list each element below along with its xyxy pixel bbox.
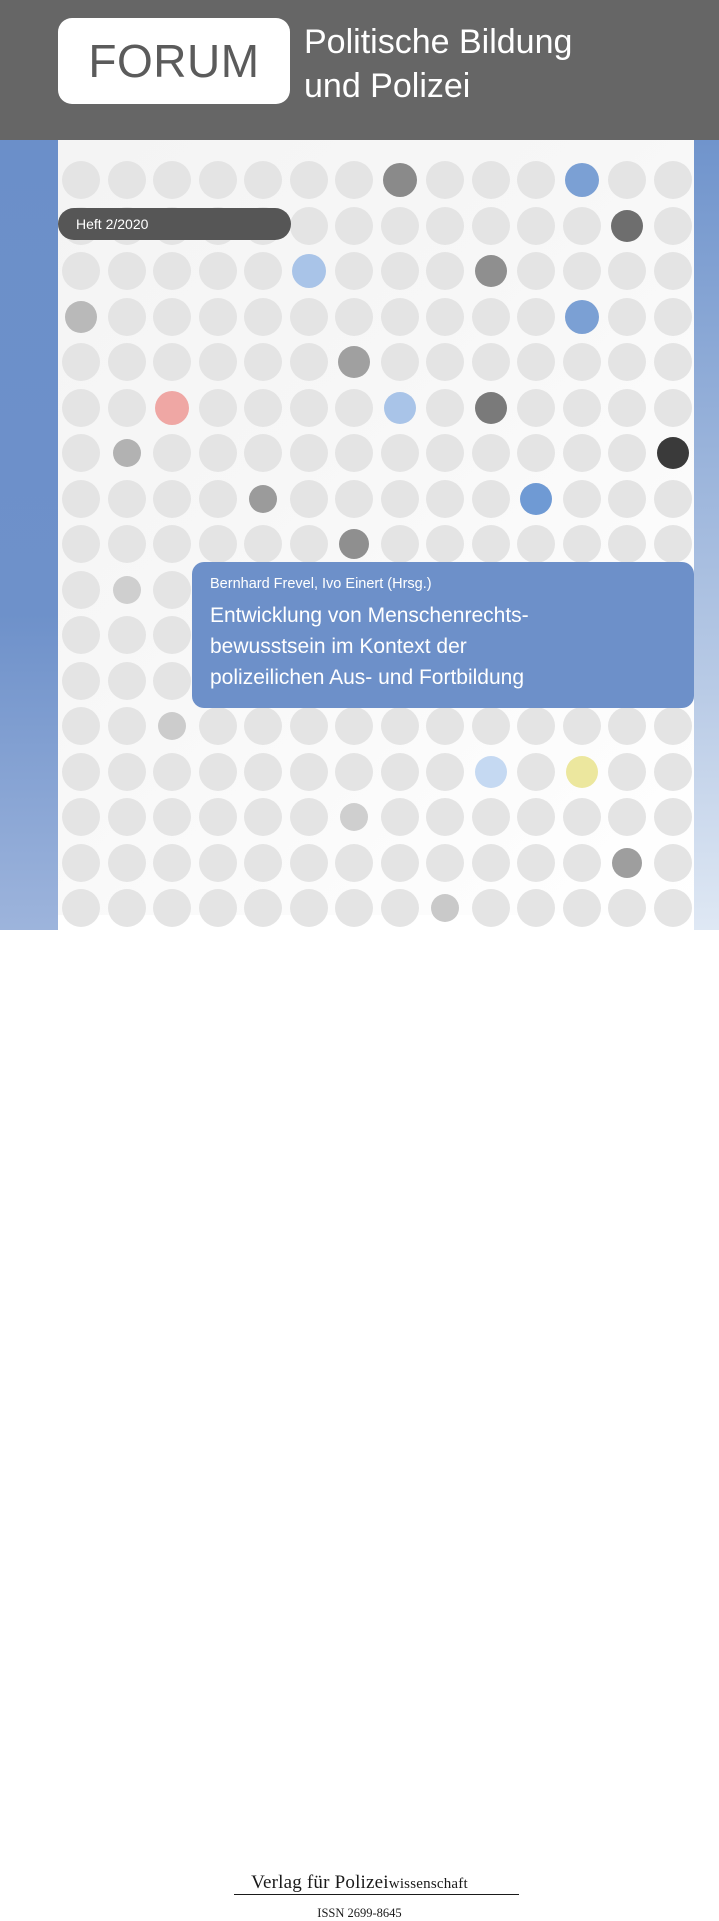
pattern-dot [290, 525, 328, 563]
pattern-dot [654, 207, 692, 245]
pattern-dot [426, 844, 464, 882]
footer [0, 930, 719, 1920]
pattern-dot [153, 571, 191, 609]
pattern-dot [426, 161, 464, 199]
pattern-dot [654, 753, 692, 791]
pattern-dot [563, 389, 601, 427]
pattern-dot [244, 298, 282, 336]
accent-dot [475, 255, 507, 287]
pattern-dot [244, 889, 282, 927]
pattern-dot [608, 525, 646, 563]
pattern-dot [517, 207, 555, 245]
pattern-dot [654, 889, 692, 927]
pattern-dot [290, 480, 328, 518]
pattern-dot [108, 161, 146, 199]
pattern-dot [381, 798, 419, 836]
pattern-dot [108, 707, 146, 745]
pattern-dot [381, 844, 419, 882]
pattern-dot [199, 434, 237, 472]
pattern-dot [654, 525, 692, 563]
pattern-dot [517, 252, 555, 290]
header-title-line2: und Polizei [304, 67, 471, 105]
pattern-dot [62, 252, 100, 290]
pattern-dot [335, 889, 373, 927]
pattern-dot [244, 252, 282, 290]
pattern-dot [472, 798, 510, 836]
pattern-dot [426, 707, 464, 745]
pattern-dot [654, 389, 692, 427]
title-panel [192, 562, 694, 708]
pattern-dot [244, 525, 282, 563]
accent-dot [475, 392, 507, 424]
pattern-dot [153, 844, 191, 882]
pattern-dot [472, 844, 510, 882]
pattern-dot [108, 252, 146, 290]
pattern-dot [62, 753, 100, 791]
accent-dot [566, 756, 598, 788]
accent-dot [475, 756, 507, 788]
publisher-suffix: wissenschaft [388, 1876, 468, 1892]
pattern-dot [199, 798, 237, 836]
accent-dot [611, 210, 643, 242]
pattern-dot [472, 707, 510, 745]
pattern-dot [62, 889, 100, 927]
pattern-dot [199, 161, 237, 199]
pattern-dot [381, 480, 419, 518]
pattern-dot [608, 434, 646, 472]
issue-badge-label: Heft 2/2020 [76, 216, 149, 232]
accent-dot [340, 803, 368, 831]
pattern-dot [381, 707, 419, 745]
pattern-dot [244, 161, 282, 199]
pattern-dot [62, 707, 100, 745]
header-title-line1: Politische Bildung [304, 23, 573, 61]
pattern-dot [199, 480, 237, 518]
pattern-dot [381, 434, 419, 472]
pattern-dot [153, 525, 191, 563]
pattern-dot [608, 161, 646, 199]
pattern-dot [62, 798, 100, 836]
accent-dot [612, 848, 642, 878]
pattern-dot [108, 616, 146, 654]
pattern-dot [517, 343, 555, 381]
pattern-dot [426, 480, 464, 518]
pattern-dot [62, 343, 100, 381]
pattern-dot [153, 889, 191, 927]
pattern-dot [563, 207, 601, 245]
pattern-dot [517, 525, 555, 563]
pattern-dot [654, 707, 692, 745]
editors-line: Bernhard Frevel, Ivo Einert (Hrsg.) [210, 576, 432, 592]
pattern-dot [472, 480, 510, 518]
pattern-dot [199, 252, 237, 290]
pattern-dot [608, 707, 646, 745]
pattern-dot [244, 844, 282, 882]
pattern-dot [290, 161, 328, 199]
dot-pattern [58, 140, 694, 915]
header-band [0, 0, 719, 140]
pattern-dot [290, 389, 328, 427]
pattern-dot [62, 571, 100, 609]
pattern-dot [244, 707, 282, 745]
pattern-dot [563, 798, 601, 836]
pattern-dot [472, 161, 510, 199]
pattern-dot [335, 434, 373, 472]
pattern-dot [472, 525, 510, 563]
right-blue-bar [694, 140, 719, 930]
pattern-dot [335, 298, 373, 336]
pattern-dot [62, 480, 100, 518]
pattern-dot [153, 161, 191, 199]
pattern-dot [244, 434, 282, 472]
accent-dot [65, 301, 97, 333]
pattern-dot [290, 844, 328, 882]
pattern-dot [108, 389, 146, 427]
pattern-dot [381, 753, 419, 791]
pattern-dot [654, 252, 692, 290]
pattern-dot [426, 252, 464, 290]
pattern-dot [62, 844, 100, 882]
pattern-dot [62, 389, 100, 427]
pattern-dot [335, 753, 373, 791]
pattern-dot [62, 525, 100, 563]
pattern-dot [608, 480, 646, 518]
pattern-dot [199, 707, 237, 745]
pattern-dot [108, 525, 146, 563]
pattern-dot [426, 298, 464, 336]
pattern-dot [153, 480, 191, 518]
pattern-dot [335, 389, 373, 427]
pattern-dot [335, 161, 373, 199]
pattern-dot [563, 480, 601, 518]
pattern-dot [472, 207, 510, 245]
accent-dot [338, 346, 370, 378]
pattern-dot [108, 343, 146, 381]
pattern-dot [335, 207, 373, 245]
pattern-dot [290, 753, 328, 791]
pattern-dot [563, 252, 601, 290]
pattern-dot [563, 707, 601, 745]
pattern-dot [199, 389, 237, 427]
pattern-dot [199, 298, 237, 336]
pattern-dot [608, 252, 646, 290]
accent-dot [431, 894, 459, 922]
pattern-dot [108, 753, 146, 791]
pattern-dot [199, 525, 237, 563]
pattern-dot [108, 844, 146, 882]
pattern-dot [199, 844, 237, 882]
accent-dot [657, 437, 689, 469]
pattern-dot [108, 480, 146, 518]
pattern-dot [517, 798, 555, 836]
pattern-dot [244, 343, 282, 381]
pattern-dot [381, 298, 419, 336]
pattern-dot [517, 753, 555, 791]
pattern-dot [472, 343, 510, 381]
pattern-dot [426, 389, 464, 427]
pattern-dot [654, 298, 692, 336]
pattern-dot [153, 343, 191, 381]
pattern-dot [426, 207, 464, 245]
pattern-dot [608, 753, 646, 791]
accent-dot [384, 392, 416, 424]
pattern-dot [199, 753, 237, 791]
issn-text: ISSN 2699-8645 [317, 1906, 402, 1920]
pattern-dot [472, 889, 510, 927]
pattern-dot [153, 298, 191, 336]
pattern-dot [108, 889, 146, 927]
pattern-dot [153, 753, 191, 791]
pattern-dot [244, 389, 282, 427]
accent-dot [292, 254, 326, 288]
pattern-dot [563, 889, 601, 927]
pattern-dot [563, 343, 601, 381]
pattern-dot [290, 343, 328, 381]
pattern-dot [426, 753, 464, 791]
pattern-dot [199, 889, 237, 927]
pattern-dot [108, 298, 146, 336]
main-title-line1: Entwicklung von Menschenrechts- [210, 604, 529, 627]
pattern-dot [381, 252, 419, 290]
pattern-dot [654, 343, 692, 381]
pattern-dot [608, 343, 646, 381]
pattern-dot [290, 707, 328, 745]
pattern-dot [608, 889, 646, 927]
pattern-dot [108, 798, 146, 836]
pattern-dot [563, 844, 601, 882]
issue-badge [58, 208, 291, 240]
forum-logo-text: FORUM [88, 35, 260, 87]
pattern-dot [381, 207, 419, 245]
pattern-dot [335, 252, 373, 290]
pattern-dot [381, 889, 419, 927]
accent-dot [565, 300, 599, 334]
pattern-dot [517, 889, 555, 927]
pattern-dot [62, 161, 100, 199]
pattern-dot [517, 707, 555, 745]
pattern-dot [517, 844, 555, 882]
pattern-dot [153, 434, 191, 472]
pattern-dot [335, 480, 373, 518]
main-title-line2: bewusstsein im Kontext der [210, 635, 467, 658]
publisher-main: Verlag für Polizei [251, 1872, 389, 1893]
forum-logo [58, 18, 290, 104]
pattern-dot [654, 480, 692, 518]
pattern-dot [563, 434, 601, 472]
pattern-dot [335, 707, 373, 745]
pattern-dot [517, 161, 555, 199]
pattern-dot [426, 525, 464, 563]
pattern-dot [381, 525, 419, 563]
pattern-dot [62, 662, 100, 700]
pattern-dot [153, 798, 191, 836]
publisher-name [0, 1872, 719, 1894]
pattern-dot [153, 616, 191, 654]
accent-dot [520, 483, 552, 515]
pattern-dot [608, 298, 646, 336]
pattern-dot [62, 434, 100, 472]
pattern-dot [654, 161, 692, 199]
accent-dot [113, 576, 141, 604]
accent-dot [113, 439, 141, 467]
pattern-dot [472, 434, 510, 472]
pattern-dot [608, 798, 646, 836]
pattern-dot [62, 616, 100, 654]
pattern-dot [244, 753, 282, 791]
pattern-dot [608, 389, 646, 427]
header-title [304, 20, 704, 108]
pattern-dot [290, 207, 328, 245]
main-title-line3: polizeilichen Aus- und Fortbildung [210, 666, 525, 689]
accent-dot [155, 391, 189, 425]
pattern-dot [654, 844, 692, 882]
pattern-dot [290, 798, 328, 836]
pattern-dot [426, 798, 464, 836]
pattern-dot [153, 662, 191, 700]
pattern-dot [426, 343, 464, 381]
pattern-dot [381, 343, 419, 381]
main-title [210, 600, 676, 693]
left-blue-bar [0, 140, 58, 930]
pattern-dot [426, 434, 464, 472]
pattern-dot [517, 434, 555, 472]
accent-dot [158, 712, 186, 740]
publisher-rule [234, 1894, 519, 1895]
pattern-dot [244, 798, 282, 836]
pattern-dot [108, 662, 146, 700]
pattern-dot [290, 889, 328, 927]
accent-dot [383, 163, 417, 197]
pattern-dot [517, 298, 555, 336]
accent-dot [249, 485, 277, 513]
pattern-dot [563, 525, 601, 563]
accent-dot [565, 163, 599, 197]
accent-dot [339, 529, 369, 559]
pattern-dot [199, 343, 237, 381]
pattern-dot [290, 434, 328, 472]
pattern-dot [335, 844, 373, 882]
pattern-dot [290, 298, 328, 336]
pattern-dot [517, 389, 555, 427]
pattern-dot [654, 798, 692, 836]
pattern-dot [472, 298, 510, 336]
pattern-dot [153, 252, 191, 290]
